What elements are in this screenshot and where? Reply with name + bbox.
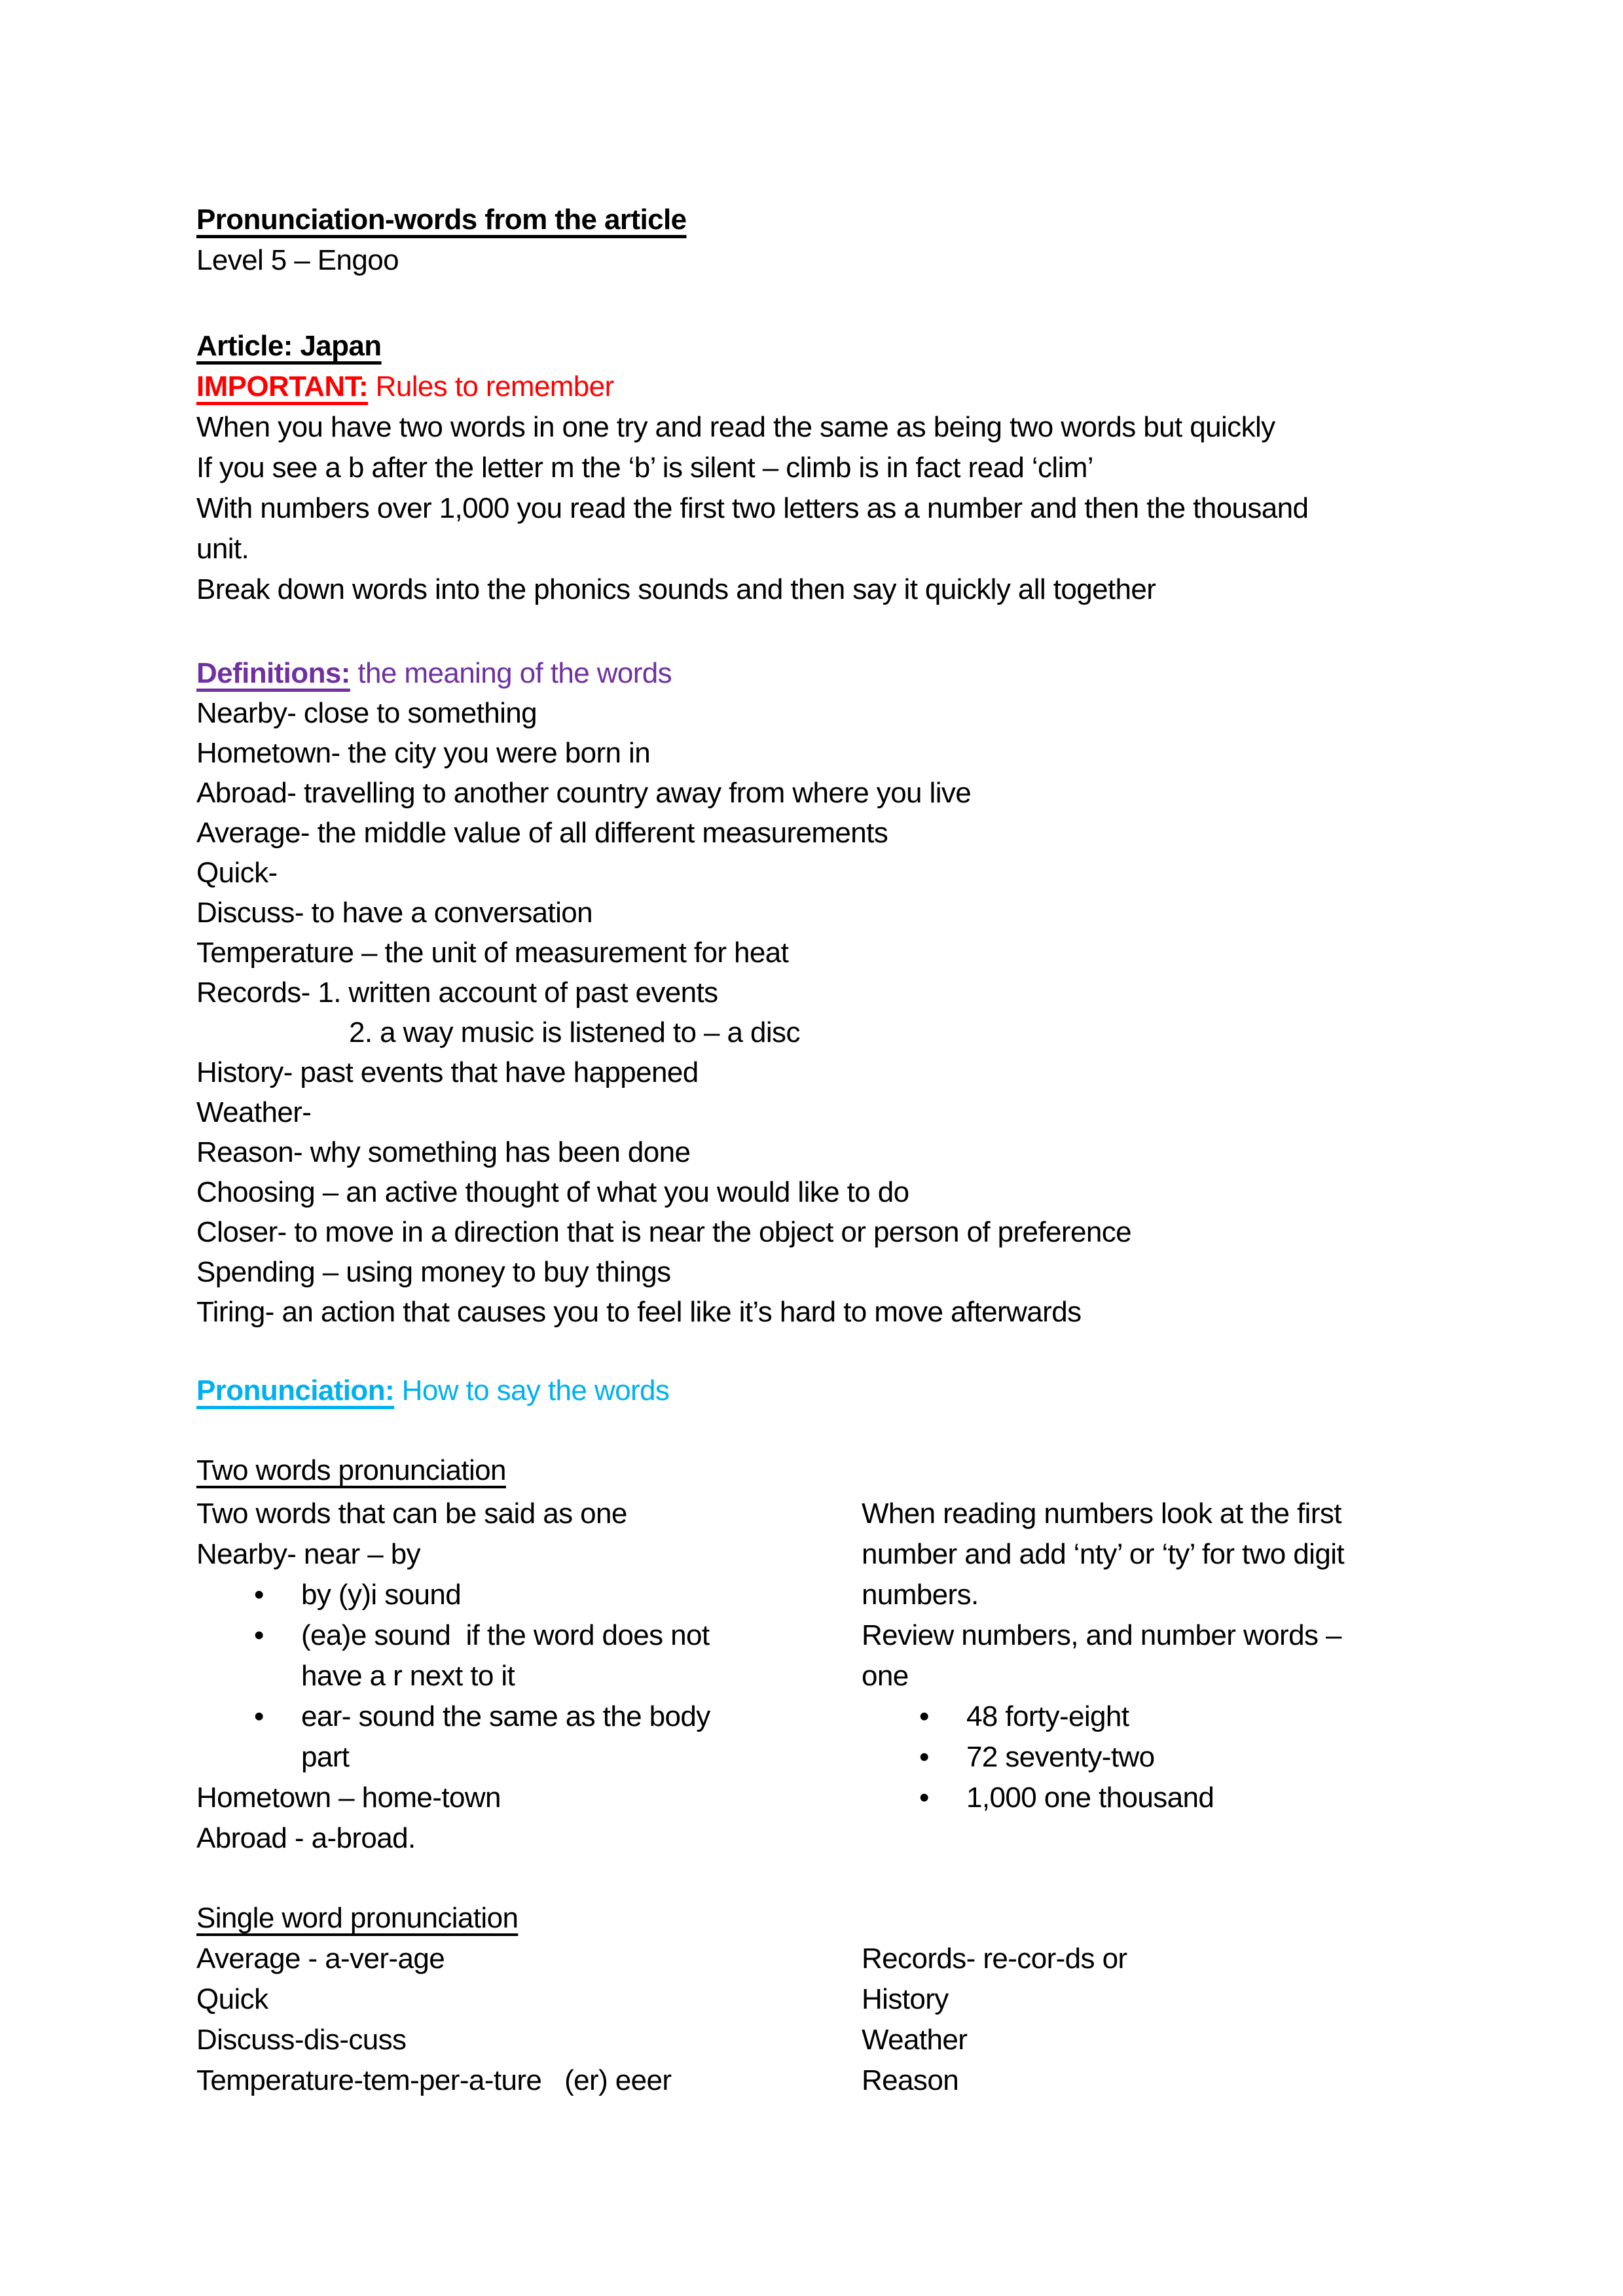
bullet-marker: • [254, 1700, 264, 1732]
two-words-left-line: Two words that can be said as one [196, 1498, 627, 1530]
single-word-heading [196, 1898, 1427, 1939]
definition-item: Quick- [196, 857, 278, 889]
bullet-text: 1,000 one thousand [966, 1782, 1214, 1814]
definition-item: Average- the middle value of all different measurements [196, 817, 888, 849]
two-words-right-line: one [862, 1660, 909, 1692]
two-words-heading-section [196, 1450, 1427, 1491]
definition-item-continuation: 2. a way music is listened to – a disc [349, 1016, 800, 1049]
important-label: IMPORTANT: [196, 370, 369, 403]
single-word-heading-text: Single word pronunciation [196, 1902, 519, 1934]
bullet-text-continuation: part [301, 1741, 350, 1773]
bullet-marker: • [254, 1619, 264, 1651]
single-word-left-line: Quick [196, 1983, 268, 2015]
bullet-text: by (y)i sound [301, 1579, 462, 1611]
two-words-right-line: Review numbers, and number words – [862, 1619, 1341, 1651]
two-words-heading [196, 1450, 1427, 1491]
bullet-text: (ea)e sound if the word does not [301, 1619, 710, 1651]
article-section [196, 326, 1427, 610]
bullet-text-continuation: have a r next to it [301, 1660, 515, 1692]
page-title-text: Pronunciation-words from the article [196, 204, 687, 236]
definition-item: Nearby- close to something [196, 697, 537, 729]
single-word-left-line: Temperature-tem-per-a-ture (er) eeer [196, 2064, 672, 2096]
two-words-left-line: Hometown – home-town [196, 1782, 501, 1814]
pronunciation-section [196, 1371, 1427, 1411]
two-words-left-column [196, 1494, 862, 1859]
definition-item: History- past events that have happened [196, 1056, 699, 1088]
number-bullet-item [862, 1737, 1427, 1778]
article-heading [196, 326, 1427, 367]
definition-item: Discuss- to have a conversation [196, 897, 593, 929]
definitions-section [196, 653, 1427, 1332]
rule-line: When you have two words in one try and read the same as being two words but quickly [196, 411, 1275, 443]
bullet-marker: • [919, 1782, 929, 1814]
article-heading-text: Article: Japan [196, 330, 382, 362]
single-word-right-column [862, 1939, 1427, 2101]
rule-line: With numbers over 1,000 you read the first two letters as a number and then the thousand [196, 492, 1309, 524]
bullet-text: 48 forty-eight [966, 1700, 1129, 1732]
definition-item: Reason- why something has been done [196, 1136, 691, 1168]
definition-item: Tiring- an action that causes you to feel like it’s hard to move afterwards [196, 1296, 1082, 1328]
rule-line: unit. [196, 533, 249, 565]
bullet-marker: • [919, 1741, 929, 1773]
two-words-bullet-item [196, 1696, 862, 1737]
important-heading [196, 367, 1427, 407]
important-subtext: Rules to remember [368, 370, 614, 403]
rule-line: Break down words into the phonics sounds and then say it quickly all together [196, 573, 1156, 605]
single-word-right-line: History [862, 1983, 949, 2015]
bullet-marker: • [254, 1579, 264, 1611]
definition-item: Choosing – an active thought of what you would like to do [196, 1176, 909, 1208]
definition-item: Closer- to move in a direction that is near the object or person of preference [196, 1216, 1131, 1248]
definitions-heading [196, 653, 1427, 693]
bullet-marker: • [919, 1700, 929, 1732]
bullet-text: 72 seventy-two [966, 1741, 1155, 1773]
definition-item: Spending – using money to buy things [196, 1256, 671, 1288]
two-words-right-line: numbers. [862, 1579, 979, 1611]
two-words-bullet-item [196, 1615, 862, 1656]
single-word-right-line: Weather [862, 2024, 968, 2056]
single-word-left-line: Average - a-ver-age [196, 1943, 445, 1975]
single-word-left-line: Discuss-dis-cuss [196, 2024, 407, 2056]
header-section [196, 200, 1427, 281]
pronunciation-label: Pronunciation: [196, 1374, 395, 1407]
two-words-right-column [862, 1494, 1427, 1818]
pronunciation-subtext: How to say the words [394, 1374, 670, 1407]
definitions-subtext: the meaning of the words [350, 657, 672, 689]
single-word-right-line: Reason [862, 2064, 959, 2096]
two-words-left-line: Nearby- near – by [196, 1538, 420, 1570]
page-title [196, 200, 1427, 240]
rule-line: If you see a b after the letter m the ‘b’ is silent – climb is in fact read ‘clim’ [196, 452, 1093, 484]
definitions-label: Definitions: [196, 657, 350, 689]
definition-item: Hometown- the city you were born in [196, 737, 651, 769]
definition-item: Abroad- travelling to another country away from where you live [196, 777, 972, 809]
definition-item: Records- 1. written account of past events [196, 977, 718, 1009]
single-word-right-line: Records- re-cor-ds or [862, 1943, 1127, 1975]
definition-item: Weather- [196, 1096, 312, 1128]
two-words-bullet-item [196, 1575, 862, 1615]
number-bullet-item [862, 1778, 1427, 1818]
two-words-left-line: Abroad - a-broad. [196, 1822, 416, 1854]
definition-item: Temperature – the unit of measurement for heat [196, 937, 789, 969]
single-word-heading-section [196, 1898, 1427, 1939]
pronunciation-heading [196, 1371, 1427, 1411]
two-words-heading-text: Two words pronunciation [196, 1454, 506, 1486]
two-words-right-line: number and add ‘nty’ or ‘ty’ for two digit [862, 1538, 1345, 1570]
page-subtitle: Level 5 – Engoo [196, 244, 399, 276]
two-words-right-line: When reading numbers look at the first [862, 1498, 1341, 1530]
single-word-left-column [196, 1939, 862, 2101]
bullet-text: ear- sound the same as the body [301, 1700, 710, 1732]
number-bullet-item [862, 1696, 1427, 1737]
